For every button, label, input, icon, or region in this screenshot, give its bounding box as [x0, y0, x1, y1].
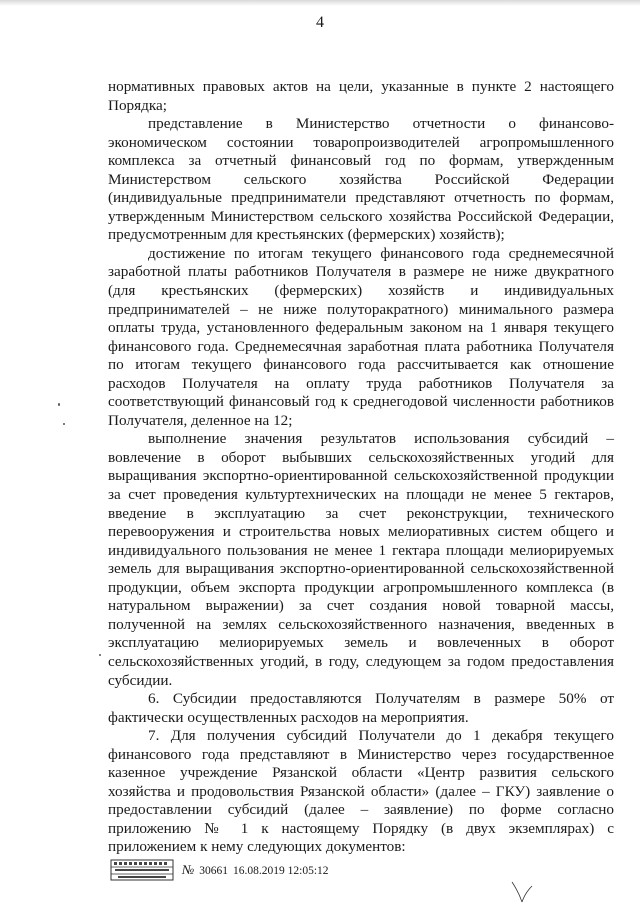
paragraph: выполнение значения результатов использования субсидий – вовлечение в оборот выбывших сельскохозяйственных угодий для выращивания экспортно-ориентированной сельскохозяйственной продукции за счет проведения культуртехнических на площади не менее 5 гектаров, введение в эксплуатацию за счет реконструкции, технического перевооружения и строительства новых мелиоративных систем общего и индивидуального пользования не менее 1 гектара площади мелиорируемых земель для выращивания экспортно-ориентированной сельскохозяйственной продукции, объем экспорта продукции агропромышленного комплекса (в натуральном выражении) за счет создания новой товарной массы, полученной на землях сельскохозяйственного назначения, введенных в эксплуатацию мелиорируемых земель и вовлеченных в оборот сельскохозяйственных угодий, в году, следующем за годом предоставления субсидии. [108, 430, 614, 689]
pen-mark-icon [510, 880, 534, 904]
scan-speck [99, 654, 101, 656]
scan-speck [63, 423, 65, 425]
scan-speck [58, 403, 60, 406]
paragraph: 7. Для получения субсидий Получатели до 1 декабря текущего финансового года представляют в Министерство через государственное казенное учреждение Рязанской области «Центр развития сельского хозяйства и продовольствия Рязанской области» (далее – ГКУ) заявление о предоставлении субсидий (далее – заявление) по форме согласно приложению № 1 к настоящему Порядку (в двух экземплярах) с приложением к нему следующих документов: [108, 727, 614, 856]
paragraph: нормативных правовых актов на цели, указанные в пункте 2 настоящего Порядка; [108, 78, 614, 114]
registration-datetime: 16.08.2019 12:05:12 [233, 865, 329, 877]
scan-edge [0, 0, 640, 6]
document-body [108, 78, 614, 857]
page-number: 4 [316, 14, 324, 31]
paragraph: представление в Министерство отчетности о финансово-экономическом состоянии товаропроизводителей агропромышленного комплекса за отчетный финансовый год по формам, утвержденным Министерством сельского хозяйства Российской Федерации (индивидуальные предприниматели представляют отчетность по формам, утвержденным Министерством сельского хозяйства Российской Федерации, предусмотренным для крестьянских (фермерских) хозяйств); [108, 115, 614, 244]
registration-number: 30661 [199, 865, 229, 877]
registration-info [182, 862, 329, 878]
registry-stamp-icon [110, 859, 174, 881]
paragraph: 6. Субсидии предоставляются Получателям в размере 50% от фактически осуществленных расходов на мероприятия. [108, 690, 614, 726]
number-sign: № [182, 862, 195, 877]
registration-footer [110, 858, 329, 882]
paragraph: достижение по итогам текущего финансового года среднемесячной заработной платы работников Получателя в размере не ниже двукратного (для крестьянских (фермерских) хозяйств и индивидуальных предпринимателей – не ниже полуторакратного) минимального размера оплаты труда, установленного федеральным законом на 1 января текущего финансового года. Среднемесячная заработная плата работника Получателя по итогам текущего финансового года рассчитывается как отношение расходов Получателя на оплату труда работников Получателя за соответствующий финансовый год к среднегодовой численности работников Получателя, деленное на 12; [108, 244, 614, 429]
